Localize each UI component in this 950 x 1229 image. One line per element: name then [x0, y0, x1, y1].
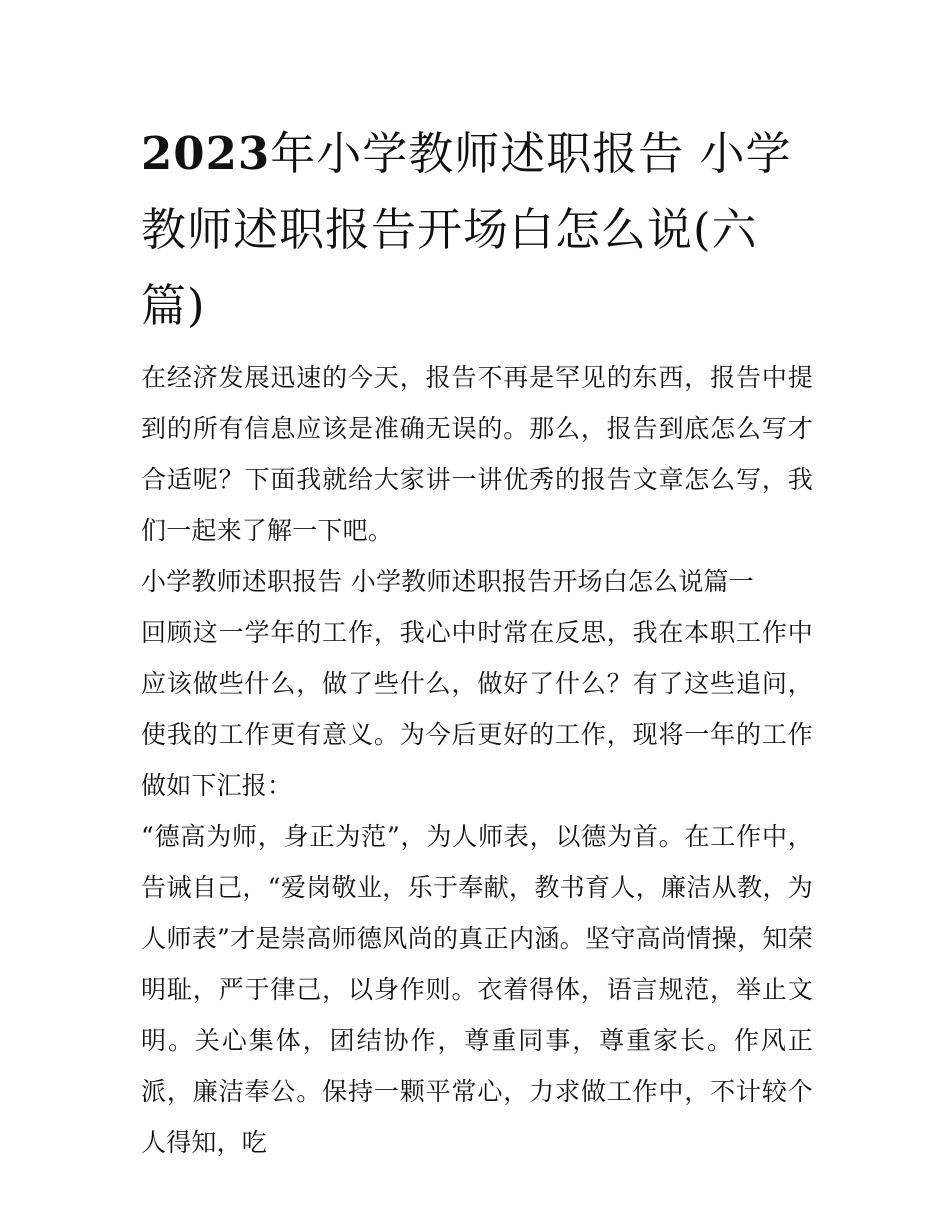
- document-content: [141, 116, 813, 1168]
- body-paragraph: “德高为师，身正为范”，为人师表，以德为首。在工作中，告诫自己，“爱岗敬业，乐于奉献，教书育人，廉洁从教，为人师表”才是崇高师德风尚的真正内涵。坚守高尚情操，知荣明耻，严于律己，以身作则。衣着得体，语言规范，举止文明。关心集体，团结协作，尊重同事，尊重家长。作风正派，廉洁奉公。保持一颗平常心，力求做工作中，不计较个人得知，吃: [141, 822, 813, 1157]
- title-text: 年小学教师述职报告 小学教师述职报告开场白怎么说(六篇): [141, 127, 792, 332]
- body-paragraph: 回顾这一学年的工作，我心中时常在反思，我在本职工作中应该做些什么，做了些什么，做好了什么？有了这些追问，使我的工作更有意义。为今后更好的工作，现将一年的工作做如下汇报：: [141, 618, 813, 800]
- title-year: 2023: [141, 127, 271, 180]
- document-body: [141, 352, 813, 1168]
- intro-paragraph: 在经济发展迅速的今天，报告不再是罕见的东西，报告中提到的所有信息应该是准确无误的。那么，报告到底怎么写才合适呢？下面我就给大家讲一讲优秀的报告文章怎么写，我们一起来了解一下吧。: [141, 363, 813, 545]
- document-title: [141, 116, 813, 344]
- section-heading: 小学教师述职报告 小学教师述职报告开场白怎么说篇一: [141, 567, 754, 596]
